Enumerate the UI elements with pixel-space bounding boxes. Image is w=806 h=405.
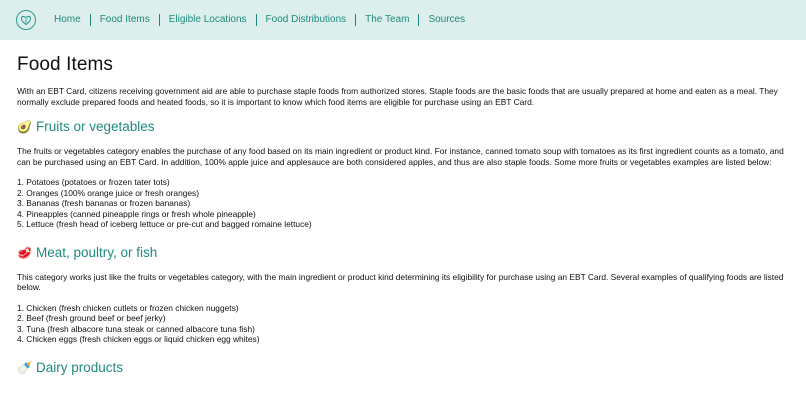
top-navbar (0, 0, 806, 40)
section-title-fruits-vegetables (17, 118, 792, 136)
meat-poultry-fish-list (17, 303, 792, 345)
list-item: 2. Oranges (100% orange juice or fresh oranges) (17, 187, 200, 198)
nav-link-home[interactable]: Home (54, 14, 81, 25)
page-title: Food Items (17, 54, 114, 75)
list-item: 3. Bananas (fresh bananas or frozen bananas) (17, 198, 191, 208)
nav-link-food-distributions[interactable]: Food Distributions (256, 14, 356, 26)
list-item: 3. Tuna (fresh albacore tuna steak or canned albacore tuna fish) (17, 323, 255, 334)
avocado-icon: 🥑 (17, 120, 32, 134)
nav-link-sources[interactable]: Sources (418, 14, 474, 26)
list-item: 1. Potatoes (potatoes or frozen tater tots) (17, 177, 170, 187)
section-title-text: Meat, poultry, or fish (36, 244, 158, 260)
section-paragraph-meat-poultry-fish: This category works just like the fruits or vegetables category, with the main ingredient or product kind determining its eligibility for purchase using an EBT Card. Several examples of qualifying foods are listed below. (17, 271, 784, 292)
intro-paragraph: With an EBT Card, citizens receiving government aid are able to purchase staple foods from authorized stores. Staple foods are the basic foods that are usually prepared at home and eaten as a meal. They normally exclude prepared foods and heated foods, so it is important to know which food items are eligible for purchase using an EBT Card. (17, 86, 778, 107)
section-paragraph-fruits-vegetables: The fruits or vegetables category enables the purchase of any food based on its main ingredient or product kind. For instance, canned tomato soup with tomatoes as its first ingredient counts as a tomato, and can be purchased using an EBT Card. In addition, 100% apple juice and applesauce are both considered apples, and thus are also staple foods. Some more fruits or vegetables examples are listed below: (17, 146, 784, 167)
section-title-dairy-products (17, 359, 792, 377)
nav-link-eligible-locations[interactable]: Eligible Locations (159, 14, 256, 26)
nav-link-food-items[interactable]: Food Items (90, 14, 159, 26)
list-item: 4. Chicken eggs (fresh chicken eggs or liquid chicken egg whites) (17, 334, 260, 344)
nav-link-the-team[interactable]: The Team (355, 14, 418, 26)
list-item: 4. Pineapples (canned pineapple rings or fresh whole pineapple) (17, 208, 256, 219)
heart-leaf-icon[interactable] (16, 10, 36, 30)
list-item: 2. Beef (fresh ground beef or beef jerky) (17, 313, 166, 323)
meat-icon: 🥩 (17, 245, 32, 260)
list-item: 5. Lettuce (fresh head of iceberg lettuce or pre-cut and bagged romaine lettuce) (17, 219, 312, 229)
main-content (17, 40, 792, 377)
list-item: 1. Chicken (fresh chicken cutlets or frozen chicken nuggets) (17, 302, 239, 313)
section-title-meat-poultry-fish (17, 244, 792, 262)
section-title-text: Dairy products (36, 359, 124, 375)
fruits-vegetables-list (17, 177, 792, 230)
section-title-text: Fruits or vegetables (36, 119, 155, 134)
baby-bottle-icon: 🍼 (17, 360, 32, 375)
